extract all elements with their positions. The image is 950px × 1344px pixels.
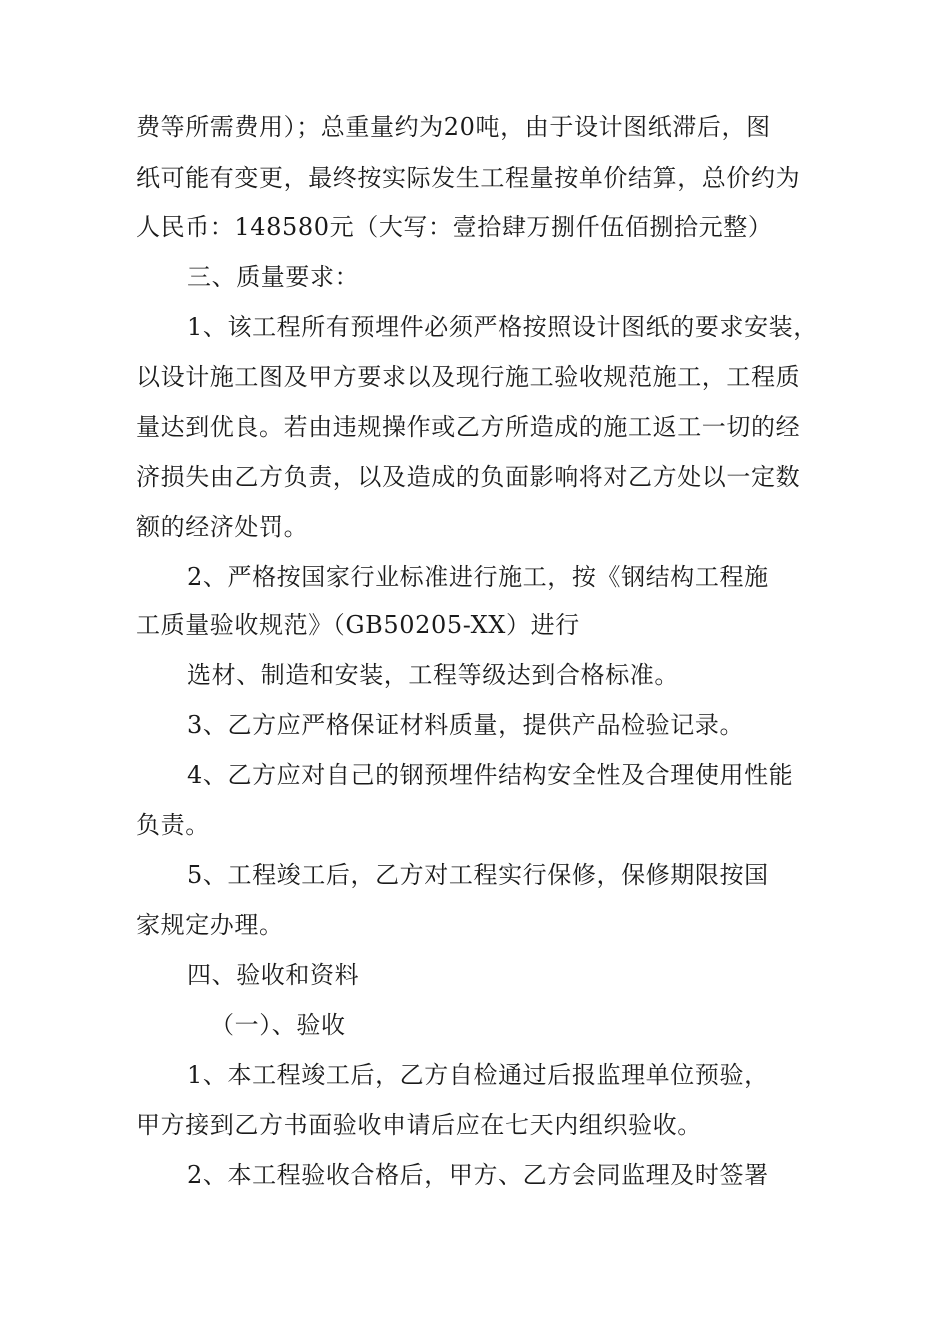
paragraph-line: 选材、制造和安装，工程等级达到合格标准。 [187, 661, 679, 689]
paragraph-line: 2、严格按国家行业标准进行施工，按《钢结构工程施 [187, 563, 769, 591]
subsection-heading: （一）、验收 [210, 1011, 346, 1039]
paragraph-line: 纸可能有变更，最终按实际发生工程量按单价结算，总价约为 [136, 164, 801, 192]
paragraph-line: 以设计施工图及甲方要求以及现行施工验收规范施工，工程质 [136, 363, 801, 391]
paragraph-line: 工质量验收规范》（GB50205-XX）进行 [136, 611, 580, 639]
paragraph-line: 家规定办理。 [136, 911, 284, 939]
paragraph-line: 负责。 [136, 811, 210, 839]
paragraph-line: 2、本工程验收合格后，甲方、乙方会同监理及时签署 [187, 1161, 769, 1189]
section-heading-acceptance: 四、验收和资料 [187, 961, 360, 989]
paragraph-line: 5、工程竣工后，乙方对工程实行保修，保修期限按国 [187, 861, 769, 889]
paragraph-line: 费等所需费用）；总重量约为20吨，由于设计图纸滞后，图 [136, 113, 771, 141]
paragraph-line: 1、该工程所有预埋件必须严格按照设计图纸的要求安装， [187, 313, 818, 341]
paragraph-line: 1、本工程竣工后，乙方自检通过后报监理单位预验， [187, 1061, 769, 1089]
section-heading-quality: 三、质量要求： [187, 263, 360, 291]
paragraph-line: 3、乙方应严格保证材料质量，提供产品检验记录。 [187, 711, 745, 739]
paragraph-line: 济损失由乙方负责，以及造成的负面影响将对乙方处以一定数 [136, 463, 801, 491]
paragraph-line: 4、乙方应对自己的钢预埋件结构安全性及合理使用性能 [187, 761, 794, 789]
paragraph-line: 量达到优良。若由违规操作或乙方所造成的施工返工一切的经 [136, 413, 801, 441]
paragraph-line: 额的经济处罚。 [136, 513, 309, 541]
paragraph-line: 甲方接到乙方书面验收申请后应在七天内组织验收。 [136, 1111, 702, 1139]
paragraph-line: 人民币：148580元（大写：壹拾肆万捌仟伍佰捌拾元整） [136, 213, 773, 241]
